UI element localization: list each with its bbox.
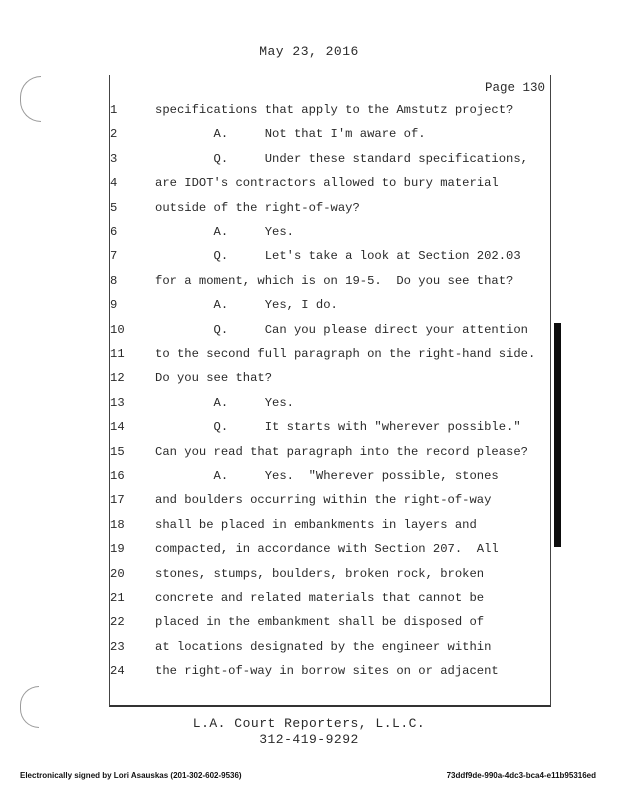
line-text: Q. It starts with "wherever possible." (155, 420, 521, 435)
transcript-line (0, 564, 618, 584)
reporter-footer (0, 716, 618, 748)
line-number: 16 (110, 469, 125, 483)
transcript-line (0, 222, 618, 242)
line-text: are IDOT's contractors allowed to bury material (155, 176, 499, 191)
reporter-phone: 312-419-9292 (259, 732, 359, 747)
line-text: concrete and related materials that cannot be (155, 591, 485, 605)
page-number: Page 130 (484, 81, 545, 95)
transcript-line (0, 539, 618, 559)
transcript-line (0, 320, 618, 340)
transcript-line (0, 637, 618, 657)
transcript-line (0, 295, 618, 315)
transcript-line (0, 661, 618, 681)
line-number: 11 (110, 347, 125, 361)
line-text: Q. Let's take a look at Section 202.03 (155, 249, 521, 264)
line-text: A. Yes. "Wherever possible, stones (155, 469, 499, 483)
transcript-line (0, 466, 618, 486)
transcript-line (0, 271, 618, 291)
electronic-signature: Electronically signed by Lori Asauskas (201-302-602-9536) (20, 771, 242, 780)
line-number: 3 (110, 151, 118, 166)
line-text: Do you see that? (155, 371, 273, 386)
transcript-line (0, 149, 618, 169)
line-text: shall be placed in embankments in layers and (155, 517, 477, 532)
transcript-line (0, 198, 618, 218)
transcript-line (0, 515, 618, 535)
line-text: for a moment, which is on 19-5. Do you see that? (155, 273, 514, 288)
transcript-line (0, 344, 618, 364)
line-number: 17 (110, 493, 125, 508)
reporter-company: L.A. Court Reporters, L.L.C. (192, 716, 426, 731)
line-number: 4 (110, 176, 118, 191)
line-text: placed in the embankment shall be disposed of (155, 615, 485, 630)
document-hash: 73ddf9de-990a-4dc3-bca4-e11b95316ed (446, 771, 596, 780)
line-number: 20 (110, 566, 125, 581)
line-number: 9 (110, 298, 118, 313)
line-text: stones, stumps, boulders, broken rock, broken (155, 566, 485, 581)
transcript-line (0, 417, 618, 437)
line-number: 2 (110, 127, 118, 142)
line-text: Can you read that paragraph into the record please? (155, 444, 528, 459)
transcript-date: May 23, 2016 (259, 44, 359, 59)
line-text: compacted, in accordance with Section 207. All (155, 542, 499, 557)
line-text: A. Yes, I do. (155, 298, 338, 313)
line-number: 18 (110, 517, 125, 532)
transcript-line (0, 393, 618, 413)
line-number: 13 (110, 395, 125, 410)
line-number: 14 (110, 420, 125, 435)
line-number: 19 (110, 542, 125, 557)
line-text: at locations designated by the engineer within (155, 639, 492, 654)
line-number: 1 (110, 103, 118, 117)
transcript-line (0, 442, 618, 462)
line-number: 10 (110, 322, 125, 337)
line-number: 5 (110, 200, 118, 215)
line-number: 22 (110, 615, 125, 630)
line-text: Q. Can you please direct your attention (155, 322, 528, 337)
transcript-line (0, 100, 618, 120)
transcript-line (0, 490, 618, 510)
line-text: outside of the right-of-way? (155, 200, 360, 215)
line-number: 21 (110, 591, 125, 605)
line-text: Q. Under these standard specifications, (155, 151, 528, 166)
transcript-line (0, 588, 618, 608)
line-text: the right-of-way in borrow sites on or adjacent (155, 664, 499, 679)
line-number: 23 (110, 639, 125, 654)
transcript-line (0, 246, 618, 266)
line-number: 6 (110, 225, 118, 239)
transcript-line (0, 612, 618, 632)
transcript-line (0, 173, 618, 193)
line-text: A. Yes. (155, 395, 294, 410)
line-text: and boulders occurring within the right-of-way (155, 493, 492, 508)
line-text: to the second full paragraph on the right-hand side. (155, 347, 536, 361)
line-number: 12 (110, 371, 125, 386)
transcript-line (0, 368, 618, 388)
line-text: A. Not that I'm aware of. (155, 127, 426, 142)
line-number: 7 (110, 249, 118, 264)
line-text: specifications that apply to the Amstutz project? (155, 103, 514, 117)
line-number: 8 (110, 273, 118, 288)
line-number: 24 (110, 664, 125, 679)
line-text: A. Yes. (155, 225, 294, 239)
line-number: 15 (110, 444, 125, 459)
transcript-line (0, 124, 618, 144)
